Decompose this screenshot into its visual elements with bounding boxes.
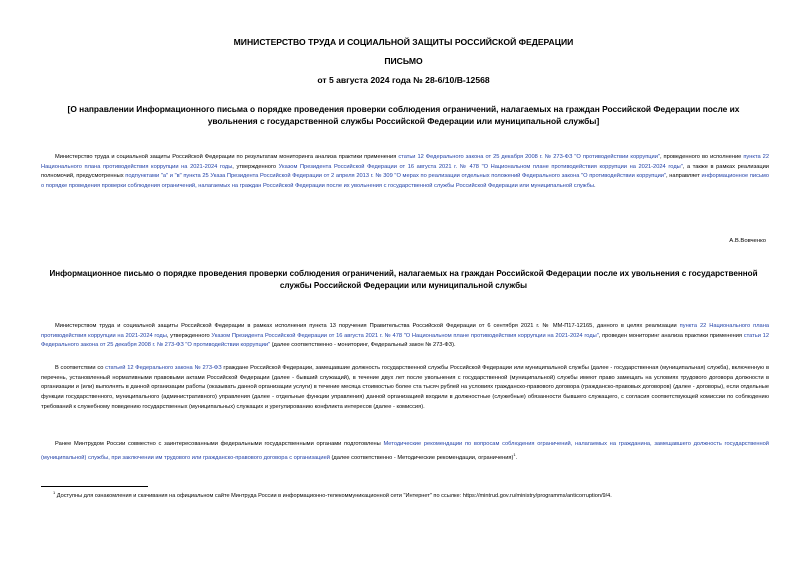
text: (далее соответственно - Методические рекомендации, ограничения) [329, 454, 514, 461]
footnote-mark: 1 [53, 490, 56, 495]
law-link[interactable]: статьи 12 Федерального закона от 25 декабря 2008 г. № 273-ФЗ "О противодействии коррупции" [41, 332, 769, 349]
info-paragraph-1 [41, 322, 769, 351]
text: граждане Российской Федерации, замещавшие должность государственной службы Российской Федерации или муниципальной службы (далее - государственная (муниципальная) служба), включенную в перечень, установленный нормативными правовыми актами Российской Федерации (далее - бывший служащий), в течение двух лет после увольнения с государственной (муниципальной) службы имеют право замещать на условиях трудового договора должности в организации и (или) выполнять в данной организации работы (оказывать данной организации услуги) в течение месяца стоимостью более ста тысяч рублей на условиях гражданско-правового договора (гражданско-правовых договоров) (далее - договоры), если отдельные функции государственного, муниципального (административного) управления (далее - отдельные функции управления) данной организацией входили в должностные (служебные) обязанности бывшего служащего, с согласия соответствующей комиссии по соблюдению требований к служебному поведению государственных (муниципальных) служащих и урегулированию конфликта интересов (далее - комиссия). [41, 365, 769, 410]
footnote-text: Доступны для ознакомления и скачивания на официальном сайте Минтруда России в информационно-телекоммуникационной сети "Интернет" по ссылке: https://mintrud.gov.ru/ministry/programms/anticorruption/9/4. [55, 492, 612, 499]
info-letter-link[interactable]: информационное письмо о порядке проведения проверки соблюдения ограничений, налагаемых на граждан Российской Федерации после их увольнения с государственной службы Российской Федерации или муниципальной службы [41, 173, 769, 190]
text: Министерством труда и социальной защиты Российской Федерации в рамках исполнения пункта 13 поручения Правительства Российской Федерации от 6 сентября 2021 г. № ММ-П17-12165, данного в целях реализации [55, 323, 680, 329]
signature: А.В.Вовченко [729, 238, 766, 244]
text: . [594, 183, 596, 190]
text: Ранее Минтрудом России совместно с заинтересованными федеральными государственными органами подготовлены [55, 441, 384, 447]
plan-link[interactable]: пункта 22 Национального плана противодействия коррупции на 2021-2024 годы [41, 323, 769, 339]
document-title: [О направлении Информационного письма о порядке проведения проверки соблюдения ограничений, налагаемых на граждан Российской Федерации после их увольнения с государственной службы Российской Федерации или муниципальной службы] [67, 104, 740, 126]
text: , проведенного во исполнение [659, 154, 744, 160]
text: , утвержденного [166, 332, 212, 339]
text: В соответствии со [55, 365, 106, 371]
text: , а также в рамках реализации полномочий, предусмотренных [41, 163, 769, 180]
plan-link[interactable]: пункта 22 Национального плана противодействия коррупции на 2021-2024 годы [41, 154, 769, 170]
document-type: ПИСЬМО [384, 56, 423, 66]
decree-link[interactable]: Указом Президента Российской Федерации от 16 августа 2021 г. № 478 "О Национальном плане противодействия коррупции на 2021-2024 годы" [211, 332, 599, 339]
methodical-recommendations-link[interactable]: Методические рекомендации по вопросам соблюдения ограничений, налагаемых на гражданина, замещавшего должность государственной (муниципальной) службы, при заключении им трудового или гражданско-правового договора с организацией [41, 441, 769, 461]
footnote [53, 489, 773, 500]
article-link[interactable]: статьей 12 Федерального закона № 273-ФЗ [105, 365, 222, 371]
text: , направляет [666, 173, 702, 180]
info-letter-title: Информационное письмо о порядке проведения проверки соблюдения ограничений, налагаемых на граждан Российской Федерации после их увольнения с государственной службы Российской Федерации или муниципальной службы [49, 269, 758, 290]
ministry-heading: МИНИСТЕРСТВО ТРУДА И СОЦИАЛЬНОЙ ЗАЩИТЫ РОССИЙСКОЙ ФЕДЕРАЦИИ [233, 37, 574, 47]
text: (далее соответственно - мониторинг, Федеральный закон № 273-ФЗ). [270, 342, 456, 349]
text: , проведен мониторинг анализа практики применения [598, 332, 744, 339]
footnote-ref[interactable]: 1 [513, 451, 516, 457]
law-link[interactable]: статьи 12 Федерального закона от 25 декабря 2008 г. № 273-ФЗ "О противодействии коррупции" [398, 154, 660, 160]
text: , утвержденного [232, 163, 279, 170]
info-paragraph-2 [41, 364, 769, 413]
document-date-number: от 5 августа 2024 года № 28-6/10/В-12568 [317, 75, 490, 85]
letter-paragraph [41, 153, 769, 192]
text: . [515, 454, 518, 461]
footnote-divider [41, 486, 148, 487]
decree-link[interactable]: Указом Президента Российской Федерации от 16 августа 2021 г. № 478 "О Национальном плане противодействия коррупции на 2021-2024 годы" [278, 163, 683, 170]
text: Министерство труда и социальной защиты Российской Федерации по результатам мониторинга анализа практики применения [55, 154, 399, 160]
info-paragraph-3 [41, 440, 769, 463]
decree-subpoints-link[interactable]: подпунктами "а" и "в" пункта 25 Указа Президента Российской Федерации от 2 апреля 2013 г. № 309 "О мерах по реализации отдельных положений Федерального закона "О противодействии коррупции" [125, 173, 666, 180]
